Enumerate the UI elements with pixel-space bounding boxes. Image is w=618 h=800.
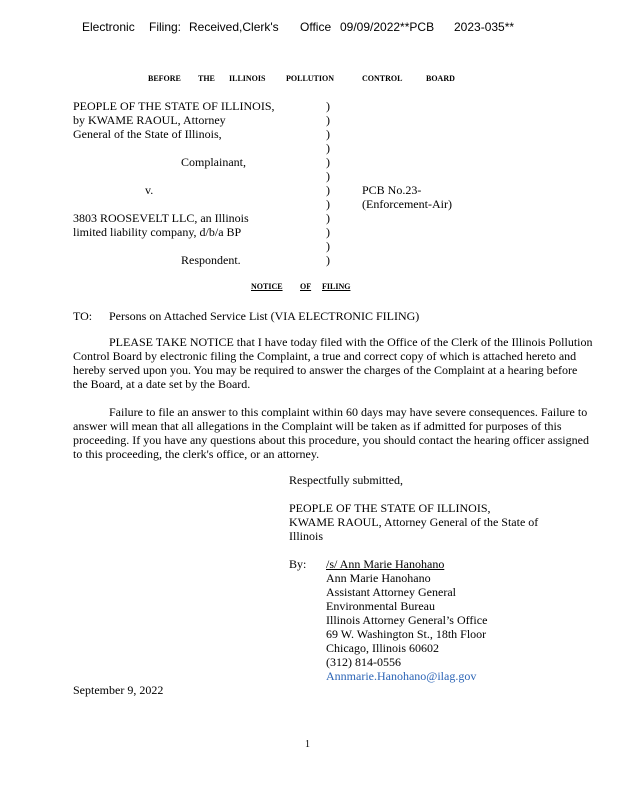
caption-paren: ) <box>326 113 330 127</box>
caption-paren: ) <box>326 127 330 141</box>
board-title-word: THE <box>198 74 215 83</box>
caption-paren: ) <box>326 155 330 169</box>
stamp-part: Electronic <box>82 20 135 34</box>
board-title-word: BOARD <box>426 74 455 83</box>
notice-title-word: NOTICE <box>251 282 283 291</box>
board-title-word: POLLUTION <box>286 74 335 83</box>
signer-detail-line: Environmental Bureau <box>326 599 435 613</box>
signer-detail-line: Ann Marie Hanohano <box>326 571 431 585</box>
complainant-label: Complainant, <box>181 155 246 169</box>
caption-paren: ) <box>326 253 330 267</box>
signer-detail-line: Assistant Attorney General <box>326 585 456 599</box>
caption-paren: ) <box>326 211 330 225</box>
by-label: By: <box>289 557 307 571</box>
to-label: TO: <box>73 309 93 323</box>
email-link[interactable]: Annmarie.Hanohano@ilag.gov <box>326 669 477 683</box>
document-date: September 9, 2022 <box>73 683 164 697</box>
notice-title-word: FILING <box>322 282 351 291</box>
stamp-part: 09/09/2022**PCB <box>340 20 435 34</box>
board-title-word: BEFORE <box>148 74 181 83</box>
signer-detail-line: Chicago, Illinois 60602 <box>326 641 439 655</box>
warning-paragraph: Failure to file an answer to this complaint within 60 days may have severe consequences. Failure to answer will mean that all allegations in the Complaint will be taken as if admitted for purposes of this proceeding. If you have any questions about this procedure, you should contact the hearing officer assigned to this proceeding, the clerk's office, or an attorney. <box>73 405 589 461</box>
caption-paren: ) <box>326 169 330 183</box>
signer-detail-line: Illinois Attorney General’s Office <box>326 613 488 627</box>
plaintiff-line: PEOPLE OF THE STATE OF ILLINOIS, <box>73 99 275 113</box>
notice-paragraph: PLEASE TAKE NOTICE that I have today filed with the Office of the Clerk of the Illinois Pollution Control Board by electronic filing the Complaint, a true and correct copy of which is attached hereto and hereby served upon you. You may be required to answer the charges of the Complaint at a hearing before the Board, at a date set by the Board. <box>73 335 593 391</box>
case-type: (Enforcement-Air) <box>362 197 452 211</box>
caption-paren: ) <box>326 197 330 211</box>
caption-paren: ) <box>326 225 330 239</box>
stamp-part: Received,Clerk's <box>189 20 279 34</box>
caption-paren: ) <box>326 141 330 155</box>
case-number: PCB No.23- <box>362 183 422 197</box>
caption-paren: ) <box>326 99 330 113</box>
notice-title-word: OF <box>300 282 312 291</box>
versus-label: v. <box>145 183 154 197</box>
board-title-word: CONTROL <box>362 74 403 83</box>
signer-detail-line: 69 W. Washington St., 18th Floor <box>326 627 487 641</box>
service-list-line: Persons on Attached Service List (VIA ELECTRONIC FILING) <box>109 309 420 323</box>
plaintiff-line: by KWAME RAOUL, Attorney <box>73 113 226 127</box>
signer-line: PEOPLE OF THE STATE OF ILLINOIS, <box>289 501 491 515</box>
respondent-line: limited liability company, d/b/a BP <box>73 225 242 239</box>
respondent-label: Respondent. <box>181 253 241 267</box>
stamp-part: Filing: <box>149 20 182 34</box>
signer-line: Illinois <box>289 529 324 543</box>
electronic-signature: /s/ Ann Marie Hanohano <box>326 557 445 571</box>
signer-line: KWAME RAOUL, Attorney General of the State of <box>289 515 539 529</box>
stamp-part: Office <box>300 20 332 34</box>
signer-detail-line: (312) 814-0556 <box>326 655 401 669</box>
plaintiff-line: General of the State of Illinois, <box>73 127 222 141</box>
closing: Respectfully submitted, <box>289 473 403 487</box>
caption-paren: ) <box>326 183 330 197</box>
respondent-line: 3803 ROOSEVELT LLC, an Illinois <box>73 211 249 225</box>
page-number: 1 <box>305 739 310 750</box>
stamp-part: 2023-035** <box>454 20 515 34</box>
caption-paren: ) <box>326 239 330 253</box>
board-title-word: ILLINOIS <box>229 74 266 83</box>
